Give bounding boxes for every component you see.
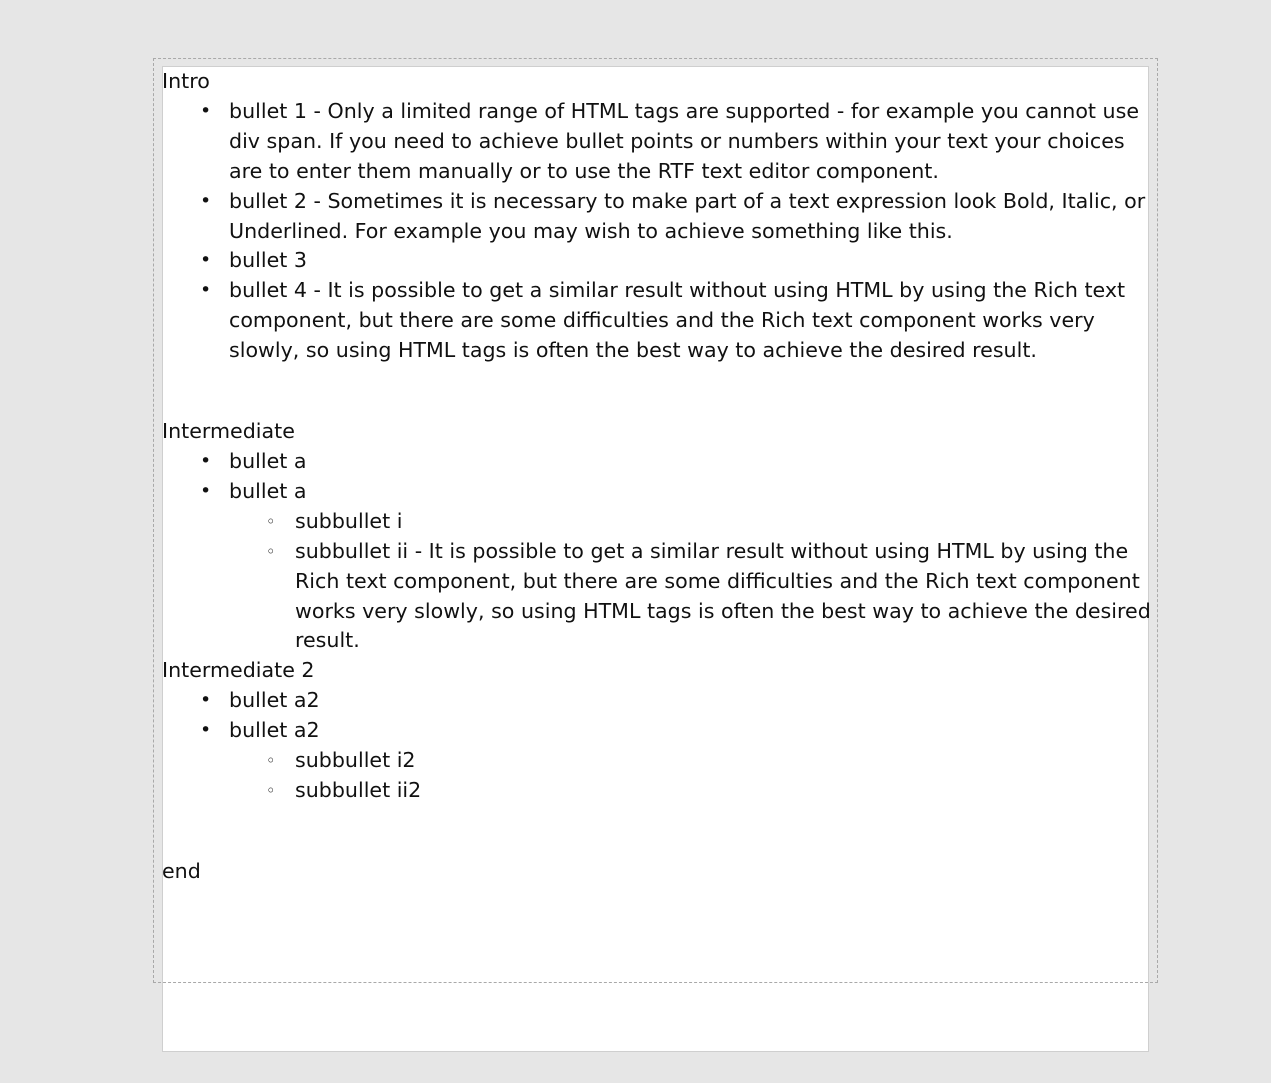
bullet-list-intermediate-2 [162,686,1152,806]
bullet-icon: • [200,279,212,302]
bullet-icon: • [200,719,212,742]
bullet-icon: • [200,449,212,472]
sublist-item-text: subbullet i2 [295,748,416,773]
bullet-list-intermediate [162,447,1152,656]
section-heading-intermediate-2: Intermediate 2 [162,658,315,683]
hollow-bullet-icon: ◦ [266,511,276,531]
list-item [200,716,1152,806]
sublist-item [266,537,1152,657]
sublist-item [266,507,1152,537]
sublist-item [266,746,1152,776]
list-item-text: bullet a [229,478,307,503]
list-item [200,477,1152,656]
blank-line [162,806,1152,857]
section-heading-intermediate: Intermediate [162,419,295,444]
list-item [200,276,1152,366]
hollow-bullet-icon: ◦ [266,780,276,800]
list-item [200,97,1152,187]
list-item [200,187,1152,247]
hollow-bullet-icon: ◦ [266,751,276,771]
bullet-icon: • [200,479,212,502]
list-item [200,447,1152,477]
sublist-item [266,776,1152,806]
subbullet-list [229,507,1152,657]
closing-text: end [162,858,201,883]
list-item [200,246,1152,276]
bullet-list-intro [162,97,1152,366]
bullet-icon: • [200,99,212,122]
html-text-component[interactable] [162,67,1152,887]
list-item-text: bullet 1 - Only a limited range of HTML tags are supported - for example you cannot use div span. If you need to achieve bullet points or numbers within your text your choices are to enter them manually or to use the RTF text editor component. [229,98,1140,183]
list-item-text: bullet 3 [229,248,307,273]
sublist-item-text: subbullet ii2 [295,777,422,802]
sublist-item-text: subbullet ii - It is possible to get a similar result without using HTML by using the Rich text component, but there are some difficulties and the Rich text component works very slowly, so using HTML tags is often the best way to achieve the desired result. [295,538,1151,653]
hollow-bullet-icon: ◦ [266,541,276,561]
list-item-text: bullet a2 [229,688,320,713]
bullet-icon: • [200,189,212,212]
list-item-text: bullet a2 [229,718,320,743]
list-item-text: bullet 4 - It is possible to get a similar result without using HTML by using the Rich text component, but there are some difficulties and the Rich text component works very slowly, so using HTML tags is often the best way to achieve the desired result. [229,278,1126,363]
sublist-item-text: subbullet i [295,508,403,533]
blank-line [162,366,1152,417]
subbullet-list [229,746,1152,806]
list-item-text: bullet a [229,448,307,473]
bullet-icon: • [200,689,212,712]
list-item [200,686,1152,716]
section-heading-intro: Intro [162,69,210,93]
bullet-icon: • [200,249,212,272]
list-item-text: bullet 2 - Sometimes it is necessary to make part of a text expression look Bold, Italic, or Underlined. For example you may wish to achieve something like this. [229,188,1146,243]
